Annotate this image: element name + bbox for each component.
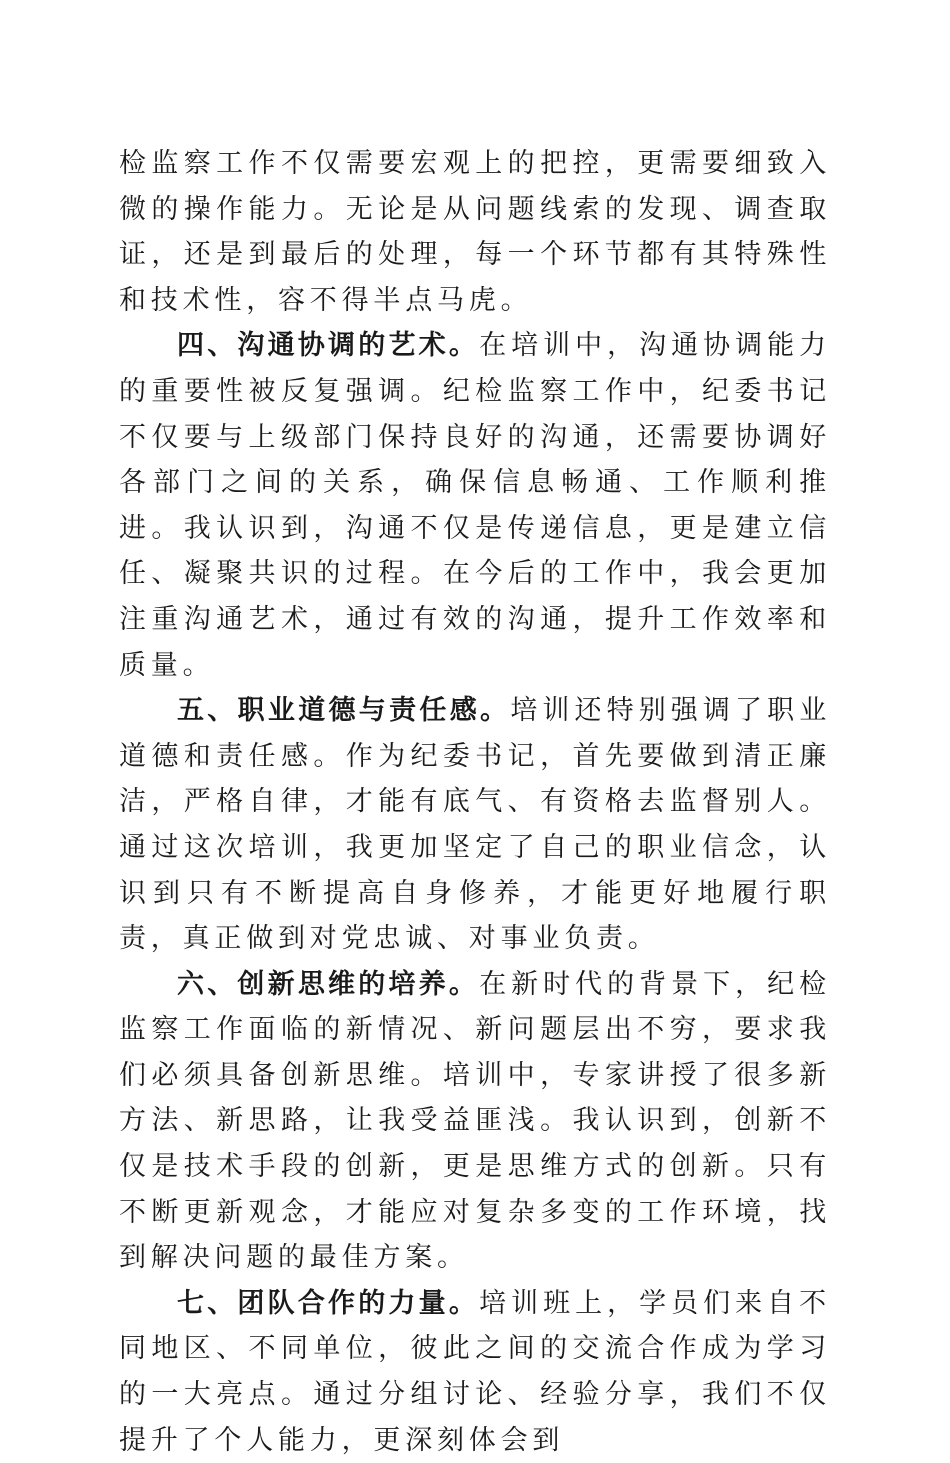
- paragraph-body: 检监察工作不仅需要宏观上的把控，更需要细致入微的操作能力。无论是从问题线索的发现、调查取证，还是到最后的处理，每一个环节都有其特殊性和技术性，容不得半点马虎。: [119, 148, 831, 316]
- paragraph-heading: 四、沟通协调的艺术。: [177, 330, 480, 362]
- document-body: [119, 141, 831, 1463]
- paragraph-innovation: [119, 962, 831, 1281]
- paragraph-body: 在新时代的背景下，纪检监察工作面临的新情况、新问题层出不穷，要求我们必须具备创新思维。培训中，专家讲授了很多新方法、新思路，让我受益匪浅。我认识到，创新不仅是技术手段的创新，更是思维方式的创新。只有不断更新观念，才能应对复杂多变的工作环境，找到解决问题的最佳方案。: [119, 968, 831, 1274]
- paragraph-body: 培训班上，学员们来自不同地区、不同单位，彼此之间的交流合作成为学习的一大亮点。通过分组讨论、经验分享，我们不仅提升了个人能力，更深刻体会到: [119, 1287, 831, 1456]
- paragraph-body: 在培训中，沟通协调能力的重要性被反复强调。纪检监察工作中，纪委书记不仅要与上级部门保持良好的沟通，还需要协调好各部门之间的关系，确保信息畅通、工作顺利推进。我认识到，沟通不仅是传递信息，更是建立信任、凝聚共识的过程。在今后的工作中，我会更加注重沟通艺术，通过有效的沟通，提升工作效率和质量。: [119, 330, 831, 681]
- paragraph-heading: 七、团队合作的力量。: [177, 1287, 480, 1319]
- paragraph-heading: 五、职业道德与责任感。: [177, 695, 511, 727]
- paragraph-heading: 六、创新思维的培养。: [177, 968, 480, 1000]
- paragraph-teamwork: [119, 1281, 831, 1463]
- paragraph-ethics: [119, 688, 831, 962]
- paragraph-continuation: [119, 141, 831, 323]
- paragraph-body: 培训还特别强调了职业道德和责任感。作为纪委书记，首先要做到清正廉洁，严格自律，才能有底气、有资格去监督别人。通过这次培训，我更加坚定了自己的职业信念，认识到只有不断提高自身修养，才能更好地履行职责，真正做到对党忠诚、对事业负责。: [119, 695, 832, 955]
- paragraph-communication: [119, 323, 831, 688]
